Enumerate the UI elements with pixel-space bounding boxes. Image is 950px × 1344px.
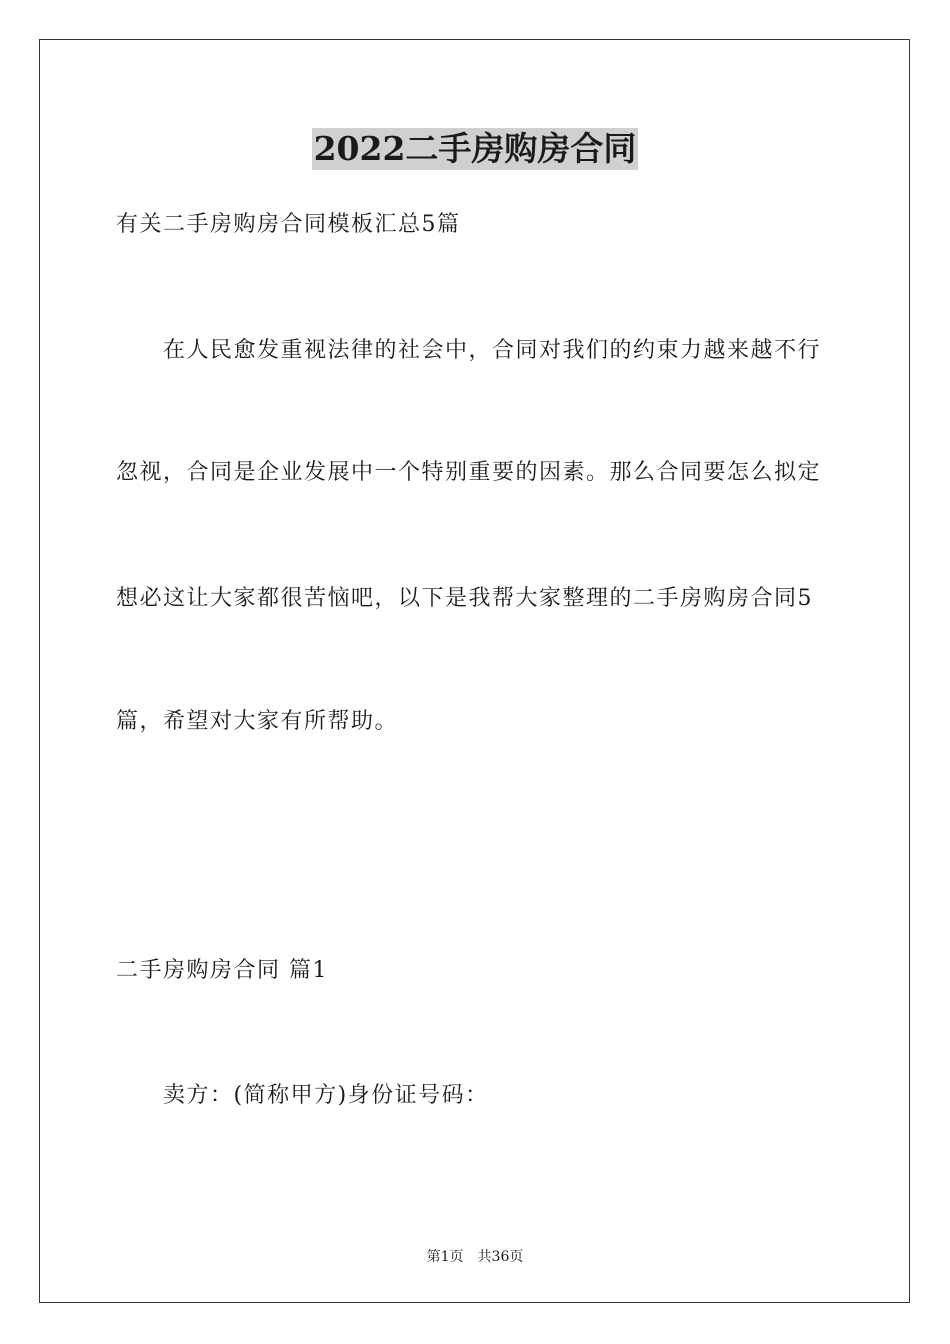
intro-line-4: 篇，希望对大家有所帮助。 — [116, 709, 399, 734]
seller-line: 卖方：(简称甲方)身份证号码： — [163, 1083, 489, 1108]
page-footer — [0, 1248, 950, 1266]
intro-line-2: 忽视，合同是企业发展中一个特别重要的因素。那么合同要怎么拟定 — [116, 460, 822, 485]
section-heading: 二手房购房合同 篇1 — [116, 958, 328, 983]
document-subtitle: 有关二手房购房合同模板汇总5篇 — [116, 212, 461, 237]
footer-page-current: 第1页 — [426, 1249, 464, 1265]
footer-page-total: 共36页 — [477, 1249, 524, 1265]
intro-line-3: 想必这让大家都很苦恼吧，以下是我帮大家整理的二手房购房合同5 — [116, 586, 813, 611]
intro-line-1: 在人民愈发重视法律的社会中，合同对我们的约束力越来越不行 — [163, 338, 822, 363]
document-title: 2022二手房购房合同 — [313, 129, 637, 168]
title-container — [0, 128, 950, 170]
